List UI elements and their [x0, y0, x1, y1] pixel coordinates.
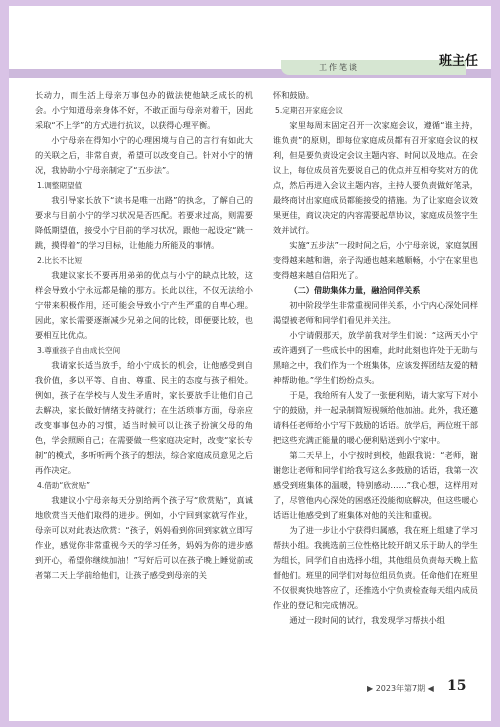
- section-header: 工作笔谈: [281, 60, 466, 75]
- paragraph: 小宁母亲在得知小宁的心理困境与自己的言行有如此大的关联之后，非常自责，希望可以改变自己。针对小宁的情况，我协助小宁母亲制定了“五步法”。: [35, 135, 253, 175]
- paragraph: 怀和鼓励。: [273, 90, 314, 100]
- left-column: [35, 88, 253, 583]
- subheading: 3.尊重孩子自由成长空间: [37, 346, 121, 355]
- paragraph: 我请家长适当放手，给小宁成长的机会，让他感受到自我价值，多以平等、自由、尊重、民主的态度与孩子相处。例如，孩子在学校与人发生矛盾时，家长要放手让他们自己去解决，家长做好情绪支持就行；在生活琐事方面，母亲应改变事事包办的习惯，适当时候可以让孩子扮演父母的角色，学会照顾自己；在需要做一些家庭决定时，改变“家长专制”的模式，多听听两个孩子的想法，综合家庭成员意见之后再作决定。: [35, 360, 253, 475]
- paragraph: 我引导家长放下“读书是唯一出路”的执念，了解自己的要求与目前小宁的学习状况是否匹配。若要求过高，则需要降低期望值，接受小宁目前的学习状况，跟他一起设定“跳一跳，摸得着”的学习目标，让他能力所能及的事情。: [35, 195, 253, 250]
- paragraph: 于是，我给所有人发了一张便利贴，请大家写下对小宁的鼓励，并一起录制简短视频给他加油。此外，我还邀请科任老师给小宁写下鼓励的话语。放学后，两位班干部把这些充满正能量的暖心便利贴送到小宁家中。: [273, 390, 478, 445]
- subheading: 5.定期召开家庭会议: [275, 106, 343, 115]
- journal-logo: 班主任: [439, 54, 479, 69]
- right-column: [273, 88, 478, 628]
- section-heading: （二）借助集体力量，融洽同伴关系: [289, 285, 421, 295]
- paragraph: 家里每周末固定召开一次家庭会议，遵循“谁主持，谁负责”的原则，即每位家庭成员都有召开家庭会议的权利，但是要负责设定会议主题内容、时间以及地点。在会议上，每位成员首先要说自己的优点并互相夸奖对方的优点，然后再进入会议主题内容，主持人要负责做好笔录，最终商讨出家庭成员都能接受的措施。为了让家庭会议效果更佳，商议决定的内容需要起草协议，家庭成员签字生效并试行。: [273, 120, 478, 235]
- paragraph: 小宁请假那天，放学前我对学生们说：“这两天小宁或许遇到了一些成长中的困难，此时此刻也许处于无助与黑暗之中，我们作为一个班集体，应该发挥团结友爱的精神帮助他。”学生们纷纷点头。: [273, 330, 478, 385]
- journal-page: [9, 6, 491, 721]
- paragraph: 长动力，而生活上母亲万事包办的做法使他缺乏成长的机会。小宁知道母亲身体不好，不敢正面与母亲对着干，因此采取“不上学”的方式进行抗议，以获得心理平衡。: [35, 90, 253, 130]
- paragraph: 我建议小宁母亲每天分别给两个孩子写“欣赏贴”，真诚地欣赏当天他们取得的进步。例如，小宁回到家就写作业，母亲可以对此表达欣赏：“孩子，妈妈看到你回到家就立即写作业，感觉你非常重视今天的学习任务，妈妈为你的进步感到开心，希望你继续加油！”写好后可以在孩子晚上睡觉前或者第二天上学前给他们，让孩子感受到母亲的关: [35, 495, 253, 580]
- paragraph: 通过一段时间的试行，我发现学习帮扶小组: [289, 615, 445, 625]
- subheading: 1.调整期望值: [37, 181, 83, 190]
- paragraph: 初中阶段学生非常重视同伴关系，小宁内心深处同样渴望被老师和同学们看见并关注。: [273, 300, 478, 325]
- subheading: 4.借助“欣赏贴”: [37, 481, 91, 490]
- paragraph: 为了进一步让小宁获得归属感，我在班上组建了学习帮扶小组。我挑选前三位性格比较开朗又乐于助人的学生为组长，同学们自由选择小组，其他组员负责每天晚上监督他们。班里的同学们对每位组员负责。任命他们在班里不仅很爽快地答应了，还推选小宁负责检查每天组内成员作业的登记和完成情况。: [273, 525, 478, 610]
- paragraph: 第二天早上，小宁按时到校，他跟我说：“老师，谢谢您让老师和同学们给我写这么多鼓励的话语，我第一次感受到班集体的温暖，特别感动……”我心想，这样用对了，尽管他内心深处的困惑还没能彻底解决，但这些暖心话语让他感受到了班集体对他的关注和重视。: [273, 450, 478, 520]
- paragraph: 我建议家长不要再用弟弟的优点与小宁的缺点比较，这样会导致小宁永远都是输的那方。长此以往，不仅无法给小宁带来积极作用，还可能会导致小宁产生严重的自卑心理。因此，家长需要逐渐减少兄弟之间的比较，即便要比较，也要相互比优点。: [35, 270, 253, 340]
- issue-label: ▶ 2023年第7期 ◀: [367, 684, 434, 693]
- paragraph: 实施“五步法”一段时间之后，小宁母亲说，家庭氛围变得越来越和谐，亲子沟通也越来越顺畅，小宁在家里也变得越来越自信阳光了。: [273, 240, 478, 280]
- page-number: 15: [447, 678, 467, 694]
- subheading: 2.比长不比短: [37, 256, 83, 265]
